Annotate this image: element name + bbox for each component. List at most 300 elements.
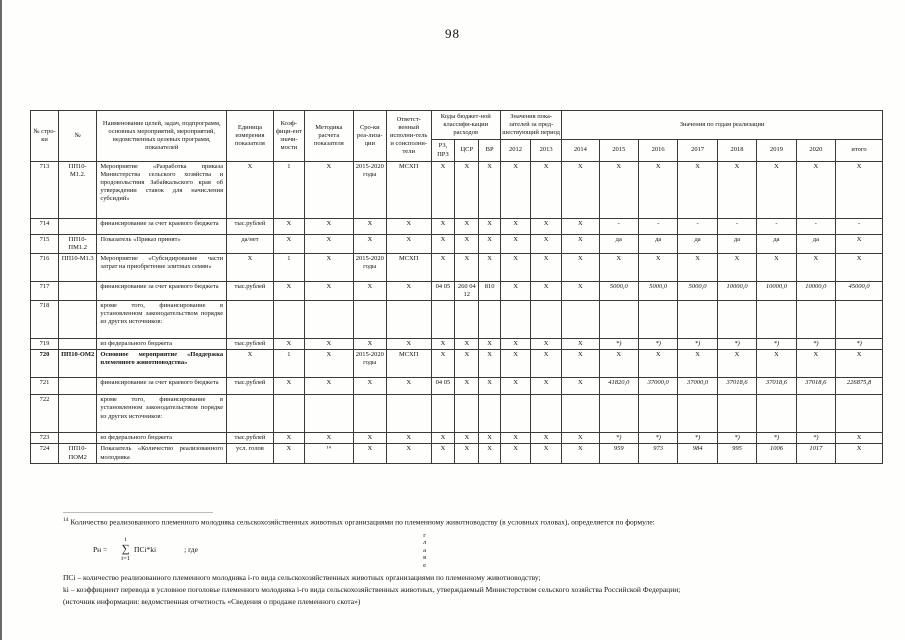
vertical-letter: е [423,561,427,569]
table-cell: - [678,218,717,234]
table-cell [717,301,756,339]
table-cell: тыс.рублей [227,378,274,395]
program-indicators-table [30,110,883,464]
footnote-section [63,512,875,607]
table-cell: X [273,218,304,234]
table-cell [562,301,599,339]
table-cell: X [757,253,796,281]
table-cell: X [562,433,599,444]
table-cell: да/нет [227,234,274,253]
table-cell: X [562,234,599,253]
table-cell: X [304,433,353,444]
table-cell: 724 [31,444,59,464]
table-cell [386,395,431,433]
table-cell [796,395,835,433]
footnote-line: (источник информации: ведомственная отчетность «Сведения о продаже племенного скота») [63,596,361,606]
column-group-prior-period: Значения пока-зателей за пред-шествующий период [501,111,562,140]
table-cell: 04 05 [431,281,455,300]
table-cell: X [353,281,386,300]
table-cell: X [304,161,353,218]
table-cell: X [562,444,599,464]
table-row [31,433,883,444]
table-cell: 720 [31,350,59,378]
column-header-vr: ВР [479,140,501,161]
column-group-budget-codes: Коды бюджет-ной классифи-кации расходов [431,111,501,140]
table-cell: X [431,339,455,350]
table-cell: 1 [273,253,304,281]
table-cell: тыс.рублей [227,433,274,444]
table-cell: X [531,339,562,350]
table-cell: X [562,378,599,395]
table-cell: 810 [479,281,501,300]
table-cell: X [304,339,353,350]
table-cell [757,301,796,339]
table-cell: X [531,378,562,395]
table-cell [757,395,796,433]
table-cell: X [531,234,562,253]
table-cell: X [227,350,274,378]
table-cell [455,301,479,339]
table-cell: ПП10-М1.2. [59,161,97,218]
table-cell [836,395,883,433]
table-cell: X [836,253,883,281]
table-cell: X [431,161,455,218]
table-cell [431,395,455,433]
table-row [31,234,883,253]
table-cell: 1 [273,161,304,218]
table-cell [599,301,638,339]
table-cell: X [796,253,835,281]
table-cell [59,218,97,234]
column-header-2013: 2013 [531,140,562,161]
footnote-line: ki – коэффициент перевода в условное поголовье племенного молодняка i-го вида сельскохозяйственных животных, утверждаемый Министерством сельского хозяйства Российской Федерации; [63,584,681,594]
table-cell: X [479,433,501,444]
column-header-2012: 2012 [501,140,531,161]
table-cell: *) [717,433,756,444]
table-cell: *) [757,433,796,444]
table-cell [59,301,97,339]
column-header-name: Наименование целей, задач, подпрограмм, основных мероприятий, мероприятий, ведомственных целевых программ, показателей [97,111,227,162]
table-cell: X [638,253,677,281]
table-cell: X [599,253,638,281]
table-cell: Показатель «Количество реализованного молодняка [97,444,227,464]
table-cell: X [304,378,353,395]
table-cell: X [479,253,501,281]
table-cell: *) [796,433,835,444]
column-header-unit: Единица измерения показателя [227,111,274,162]
table-cell: X [273,234,304,253]
table-cell [59,339,97,350]
table-cell: МСХП [386,161,431,218]
table-cell [227,301,274,339]
table-cell: 719 [31,339,59,350]
table-cell: - [757,218,796,234]
table-row [31,301,883,339]
table-cell: усл. голов [227,444,274,464]
table-cell: *) [599,339,638,350]
table-cell: 10000,0 [796,281,835,300]
table-cell: X [757,350,796,378]
table-cell: X [386,234,431,253]
table-cell [678,301,717,339]
table-cell: X [479,444,501,464]
column-header-rz-prz: РЗ, ПРЗ [431,140,455,161]
table-cell [353,395,386,433]
scan-edge-artifact [0,0,2,640]
table-cell: X [386,378,431,395]
vertical-letter: л [423,539,427,547]
table-cell: X [353,378,386,395]
table-cell: X [353,444,386,464]
table-cell: *) [638,433,677,444]
table-cell: 714 [31,218,59,234]
table-cell: X [757,161,796,218]
table-cell: X [638,161,677,218]
table-cell [599,395,638,433]
formula [93,531,875,569]
table-cell: тыс.рублей [227,218,274,234]
table-row [31,281,883,300]
table-cell: 2015-2020 годы [353,350,386,378]
table-row [31,253,883,281]
table-cell [59,378,97,395]
table-cell: ПП10-ОМ2 [59,350,97,378]
table-cell: X [304,253,353,281]
table-cell [273,395,304,433]
vertical-letter: а [423,546,427,554]
table-cell: 718 [31,301,59,339]
table-cell: X [227,161,274,218]
table-cell: X [431,234,455,253]
footnote-definitions [63,573,875,607]
table-cell: 717 [31,281,59,300]
table-cell: 04 05 [431,378,455,395]
table-cell: *) [717,339,756,350]
footnote-line: ПСi – количество реализованного племенного молодняка i-го вида сельскохозяйственных животных организациями по племенному животноводству; [63,572,541,582]
table-cell: Основное мероприятие «Поддержка племенного животноводства» [97,350,227,378]
table-cell: - [796,218,835,234]
page-number: 98 [445,26,460,41]
table-cell: 10000,0 [717,281,756,300]
table-cell: 973 [638,444,677,464]
table-cell: 984 [678,444,717,464]
table-cell: X [479,350,501,378]
formula-sum [121,537,130,563]
table-cell: X [501,350,531,378]
table-cell: X [386,281,431,300]
table-cell: X [273,433,304,444]
table-cell: X [796,350,835,378]
table-cell: финансирование за счет краевого бюджета [97,218,227,234]
table-cell: финансирование за счет краевого бюджета [97,378,227,395]
table-cell: X [455,218,479,234]
table-cell: X [717,350,756,378]
table-cell: *) [678,339,717,350]
table-cell: МСХП [386,350,431,378]
table-cell: 1 [273,350,304,378]
table-cell: X [836,234,883,253]
table-cell: 995 [717,444,756,464]
table-cell: X [353,433,386,444]
table-row [31,350,883,378]
table-cell: *) [757,339,796,350]
table-cell [59,433,97,444]
table-cell: X [304,350,353,378]
table-cell: - [638,218,677,234]
table-cell [796,301,835,339]
table-cell: X [479,234,501,253]
column-header-total: итого [836,140,883,161]
table-cell: - [836,218,883,234]
table-cell: X [479,378,501,395]
table-cell: X [353,234,386,253]
table-cell: ПП10-ПМ1.2 [59,234,97,253]
table-cell: *) [836,339,883,350]
table-cell: 260 04 12 [455,281,479,300]
table-cell: - [599,218,638,234]
table-cell [638,395,677,433]
column-header-2019: 2019 [757,140,796,161]
table-cell: 2015-2020 годы [353,161,386,218]
table-cell [227,395,274,433]
column-header-2018: 2018 [717,140,756,161]
table-cell [562,395,599,433]
table-cell: Мероприятие «Субсидирование части затрат на приобретение элитных семян» [97,253,227,281]
table-cell: да [717,234,756,253]
table-cell: X [431,253,455,281]
table-cell: *) [638,339,677,350]
table-cell: X [562,339,599,350]
table-cell [59,395,97,433]
table-cell: 37018,6 [796,378,835,395]
table-cell: X [273,339,304,350]
table-cell: X [836,433,883,444]
column-header-executor: Ответст-венный исполни-тель и соисполни-тели [386,111,431,162]
table-cell: 715 [31,234,59,253]
column-header-coefficient: Коэф-фици-ент значи-мости [273,111,304,162]
table-cell: финансирование за счет краевого бюджета [97,281,227,300]
table-body [31,161,883,464]
footnote-marker: 14 [63,517,69,523]
column-header-2016: 2016 [638,140,677,161]
table-cell: - [717,218,756,234]
table-cell: X [304,281,353,300]
footnote-separator [63,512,213,513]
table-header [31,111,883,162]
table-cell: да [638,234,677,253]
table-cell: 959 [599,444,638,464]
table-cell: X [836,350,883,378]
formula-sum-lower-limit: i=1 [121,555,131,563]
vertical-letter: в [423,554,427,562]
table-cell [501,301,531,339]
table-cell: X [562,350,599,378]
table-cell: X [678,161,717,218]
table-cell: X [455,339,479,350]
table-cell: X [501,281,531,300]
table-cell: X [501,234,531,253]
table-row [31,378,883,395]
column-header-csr: ЦСР [455,140,479,161]
table-cell: МСХП [386,253,431,281]
formula-where: ; где [184,544,198,554]
table-cell: X [531,161,562,218]
table-cell: 722 [31,395,59,433]
table-cell: X [386,433,431,444]
table-cell: X [273,281,304,300]
footnote-intro [63,517,875,528]
table-cell: ¹⁴ [304,444,353,464]
table-row [31,218,883,234]
table-cell: да [796,234,835,253]
table-cell: X [562,161,599,218]
table-cell: X [386,444,431,464]
table-cell: *) [678,433,717,444]
table-cell: да [757,234,796,253]
table-cell: 5000,0 [678,281,717,300]
table-cell: X [501,161,531,218]
column-group-realization-years: Значения по годам реализации [562,111,883,140]
table-cell: *) [796,339,835,350]
table-cell: X [501,444,531,464]
table-row [31,395,883,433]
sigma-symbol: ∑ [121,543,130,556]
table-cell [479,301,501,339]
table-cell: 226875,8 [836,378,883,395]
table-cell: 5000,0 [599,281,638,300]
table-cell [304,301,353,339]
table-cell: Мероприятие «Разработка приказа Министерства сельского хозяйства и продовольствия Забайкальского края об утверждении ставок для начисления субсидий» [97,161,227,218]
table-cell: тыс.рублей [227,339,274,350]
column-header-2014: 2014 [562,140,599,161]
table-cell: X [386,218,431,234]
table-cell: да [599,234,638,253]
table-cell [638,301,677,339]
table-row [31,339,883,350]
table-cell: 713 [31,161,59,218]
table-cell [431,301,455,339]
column-header-method: Методика расчета показателя [304,111,353,162]
table-row [31,161,883,218]
table-cell: X [273,378,304,395]
table-row [31,444,883,464]
table-cell: X [531,281,562,300]
table-cell: да [678,234,717,253]
table-cell [678,395,717,433]
table-cell: X [386,339,431,350]
table-cell: X [455,253,479,281]
table-cell: X [273,444,304,464]
table-cell: X [796,161,835,218]
column-header-2015: 2015 [599,140,638,161]
table-cell: X [455,161,479,218]
table-cell [836,301,883,339]
table-cell: 41820,0 [599,378,638,395]
table-cell [501,395,531,433]
table-cell: 10000,0 [757,281,796,300]
table-cell: *) [599,433,638,444]
table-cell: X [304,234,353,253]
table-cell: 45000,0 [836,281,883,300]
table-cell: ПП10-ПОМ2 [59,444,97,464]
formula-body: ПСi*ki [134,544,157,554]
column-header-2020: 2020 [796,140,835,161]
table-cell: X [431,433,455,444]
table-cell: X [501,253,531,281]
table-cell: кроме того, финансирование в установленном законодательством порядке из других источников: [97,395,227,433]
table-cell: 723 [31,433,59,444]
table-cell [273,301,304,339]
table-cell: 2015-2020 годы [353,253,386,281]
table-cell: X [531,444,562,464]
table-cell: ПП10-М1.3 [59,253,97,281]
table-cell: из федерального бюджета [97,433,227,444]
table-cell: 37018,6 [757,378,796,395]
table-cell: X [479,161,501,218]
table-cell: X [531,350,562,378]
column-header-2017: 2017 [678,140,717,161]
table-cell: X [455,234,479,253]
table-cell: X [562,218,599,234]
table-cell [531,395,562,433]
table-cell [386,301,431,339]
table-cell: X [479,218,501,234]
footnote-intro-text: Количество реализованного племенного молодняка сельскохозяйственных животных организациями по племенному животноводству (в условных головах), определяется по формуле: [70,517,655,527]
table-cell: X [638,350,677,378]
table-cell: X [599,161,638,218]
table-cell: X [304,218,353,234]
table-cell: Показатель «Приказ принят» [97,234,227,253]
column-header-row-no: № стро-ки [31,111,59,162]
formula-sum-upper-limit: i [124,535,127,543]
table-cell: X [227,253,274,281]
table-cell: 37018,6 [717,378,756,395]
table-cell: X [531,253,562,281]
table-cell: X [455,378,479,395]
table-cell: X [501,339,531,350]
table-cell: тыс.рублей [227,281,274,300]
table-cell: X [678,253,717,281]
table-cell: X [431,218,455,234]
table-cell: кроме того, финансирование в установленном законодательством порядке из других источников: [97,301,227,339]
vertical-letter: г [423,531,426,539]
table-cell [304,395,353,433]
table-cell: X [431,444,455,464]
table-cell: X [836,161,883,218]
table-cell: 716 [31,253,59,281]
table-cell [531,301,562,339]
table-cell: 1006 [757,444,796,464]
table-cell: X [562,253,599,281]
column-header-period: Сро-ки реа-лиза-ции [353,111,386,162]
table-cell: X [479,339,501,350]
table-cell: X [562,281,599,300]
column-header-id: № [59,111,97,162]
table-cell: X [717,161,756,218]
table-cell: X [455,350,479,378]
table-cell [479,395,501,433]
table-cell: из федерального бюджета [97,339,227,350]
table-cell [59,281,97,300]
table-cell: 1017 [796,444,835,464]
table-cell: X [353,218,386,234]
table-cell: X [678,350,717,378]
table-cell: X [353,339,386,350]
table-cell: X [501,218,531,234]
table-cell: X [599,350,638,378]
formula-vertical-note [423,532,426,569]
table-cell: X [531,433,562,444]
